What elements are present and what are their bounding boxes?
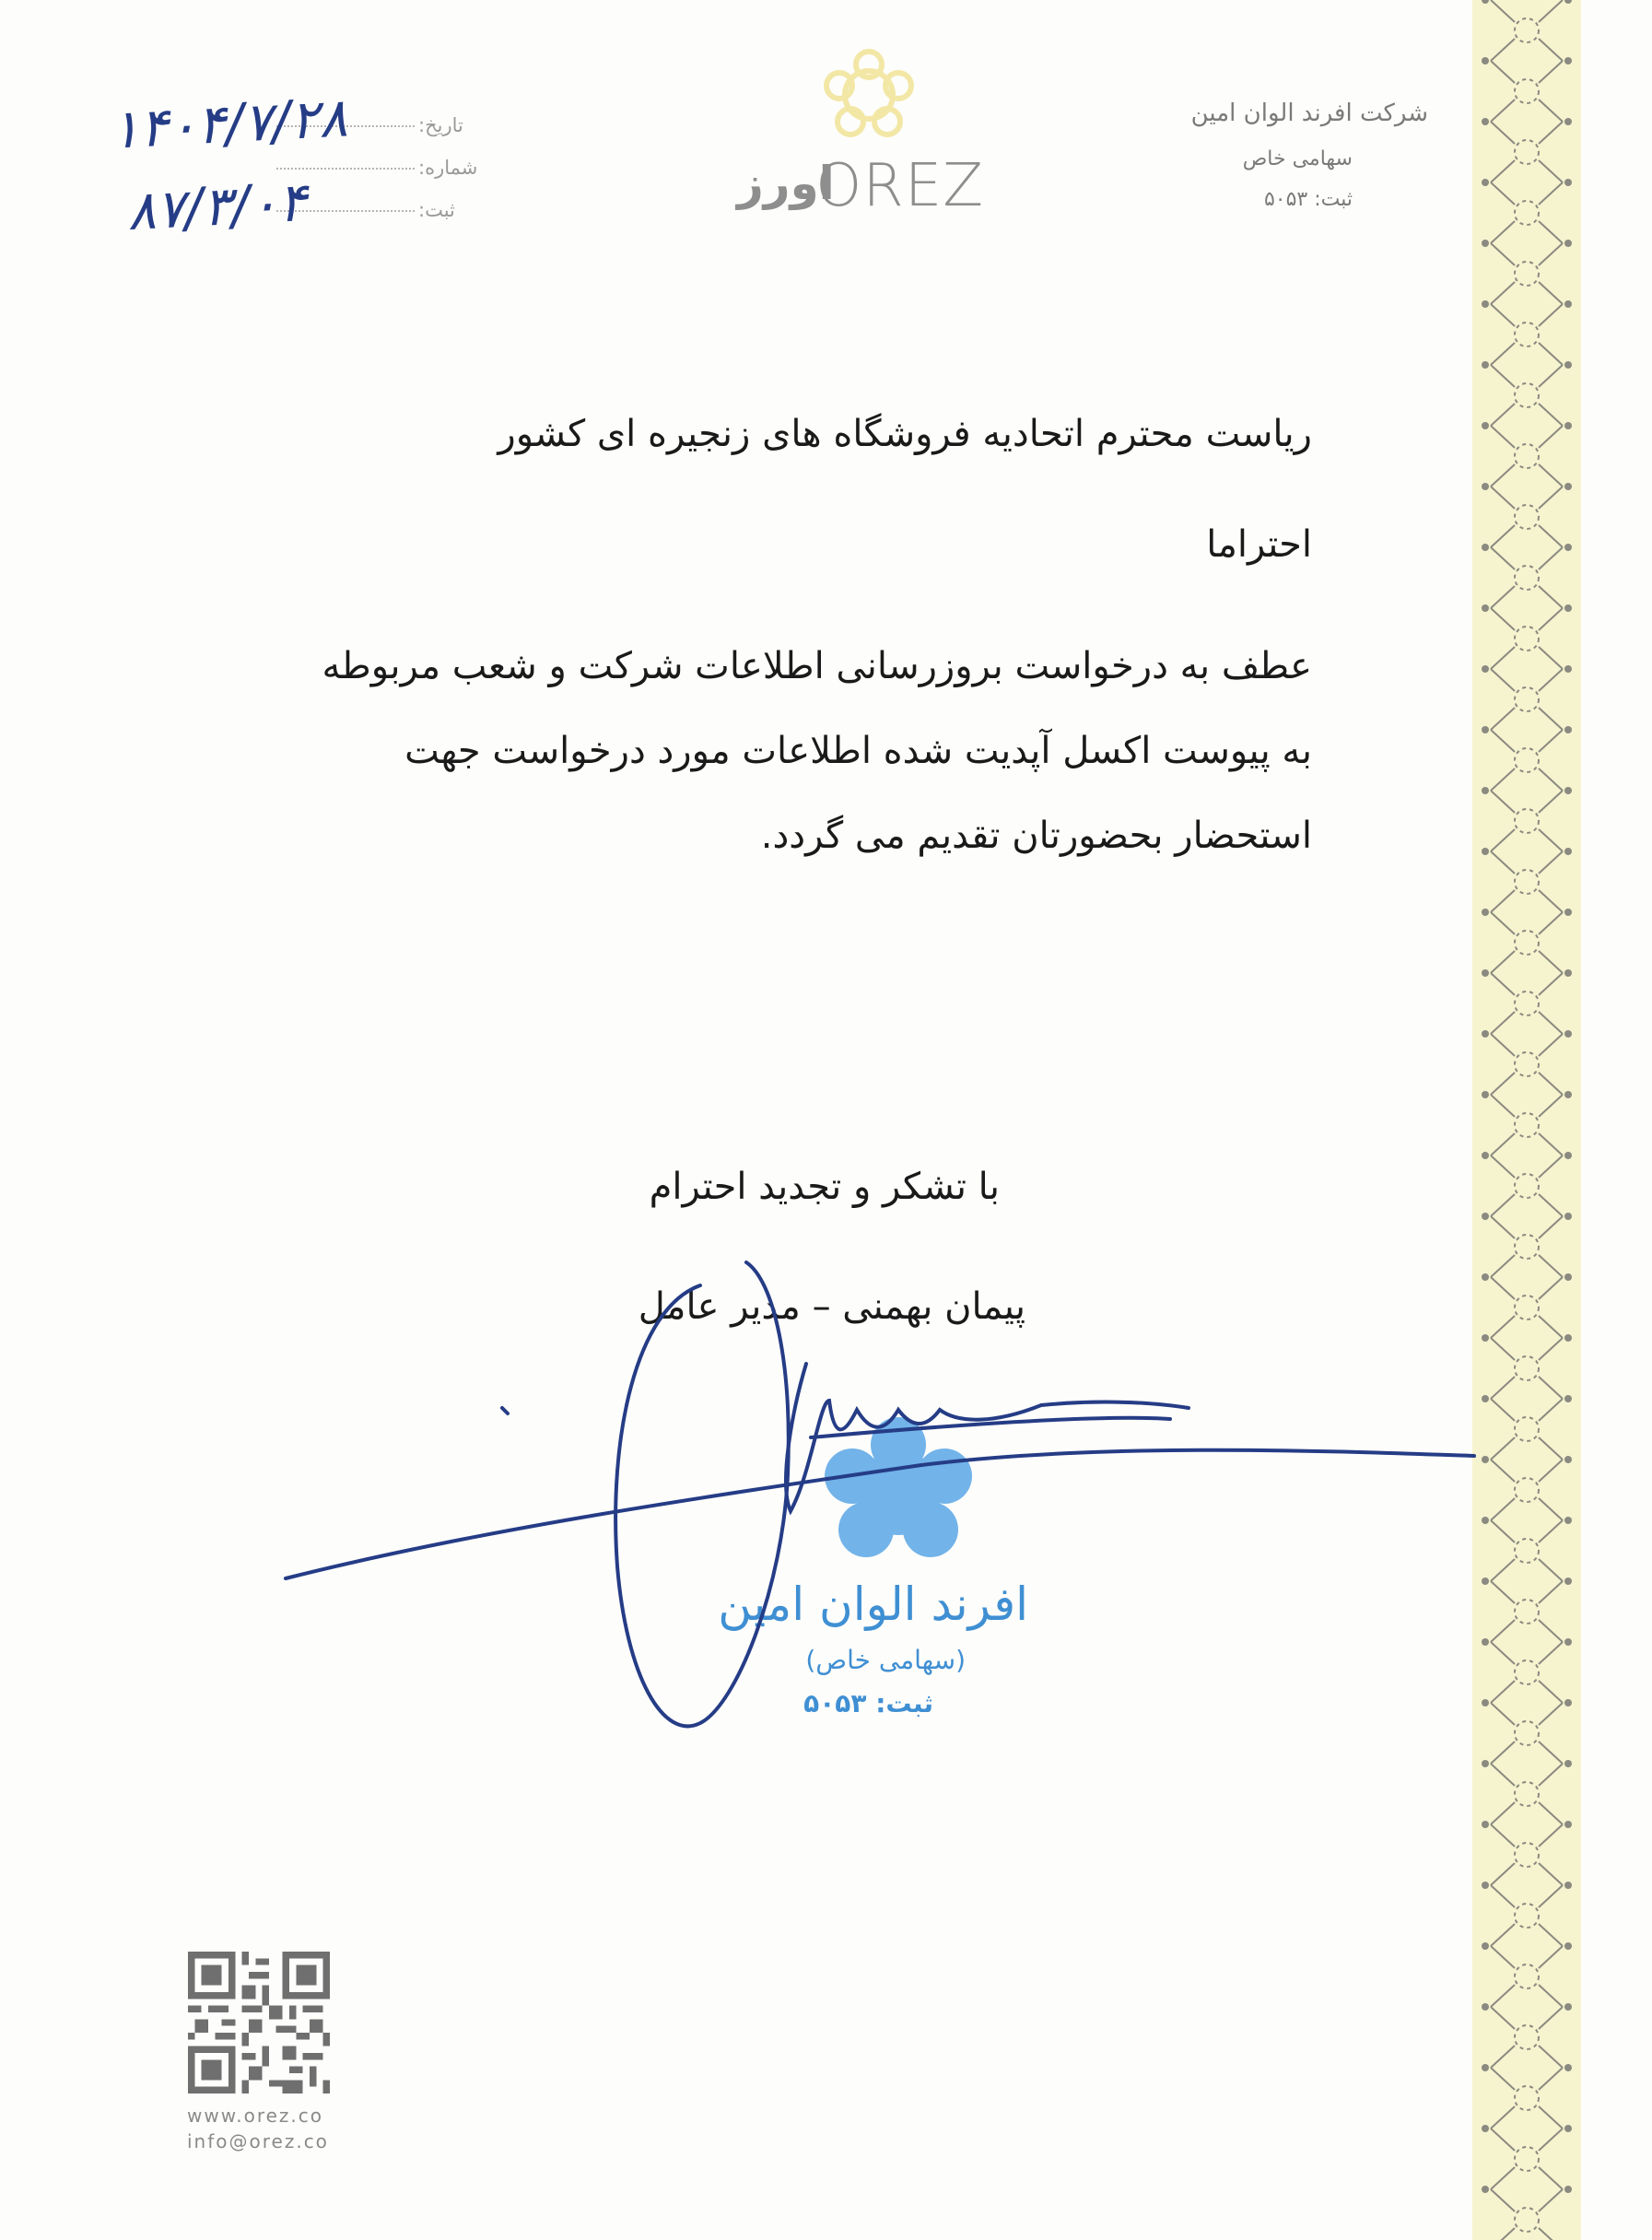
number-value: ۸۷/۳/۰۴ xyxy=(125,170,309,243)
date-label: تاریخ: xyxy=(418,114,463,136)
company-name: شرکت افرند الوان امین xyxy=(1190,100,1428,127)
stamp-registration: ثبت: ۵۰۵۳ xyxy=(803,1688,933,1718)
stamp-company-type: (سهامی خاص) xyxy=(805,1645,966,1675)
flower-logo-icon xyxy=(814,44,924,146)
closing-line: با تشکر و تجدید احترام xyxy=(649,1166,1000,1208)
body-line-1: عطف به درخواست بروزرسانی اطلاعات شرکت و شعب مربوطه xyxy=(322,645,1312,687)
logo-text: OREZ xyxy=(815,152,985,220)
body-line-3: استحضار بحضورتان تقدیم می گردد. xyxy=(760,815,1312,857)
company-registration: ثبت: ۵۰۵۳ xyxy=(1263,188,1353,211)
signatory-line: پیمان بهمنی – مدیر عامل xyxy=(638,1285,1025,1328)
number-field xyxy=(276,157,477,179)
email-link[interactable]: info@orez.co xyxy=(187,2130,329,2152)
registration-label: ثبت: xyxy=(418,199,455,221)
stamp-company-name: افرند الوان امین xyxy=(718,1577,1028,1631)
company-type: سهامی خاص xyxy=(1242,147,1353,170)
qr-code-icon xyxy=(188,1952,330,2093)
website-link[interactable]: www.orez.co xyxy=(187,2105,324,2127)
number-label: شماره: xyxy=(418,157,478,179)
recipient-line: ریاست محترم اتحادیه فروشگاه های زنجیره ای کشور xyxy=(498,413,1312,455)
logo-text-fa: اورز xyxy=(737,157,835,210)
body-line-2: به پیوست اکسل آپدیت شده اطلاعات مورد درخواست جهت xyxy=(404,730,1312,772)
decorative-border xyxy=(1472,0,1581,2240)
salutation: احتراما xyxy=(1206,523,1312,566)
stamp-flower-icon xyxy=(779,1410,1018,1576)
date-value: ۱۴۰۴/۷/۲۸ xyxy=(109,86,349,161)
border-pattern xyxy=(1472,0,1581,2240)
